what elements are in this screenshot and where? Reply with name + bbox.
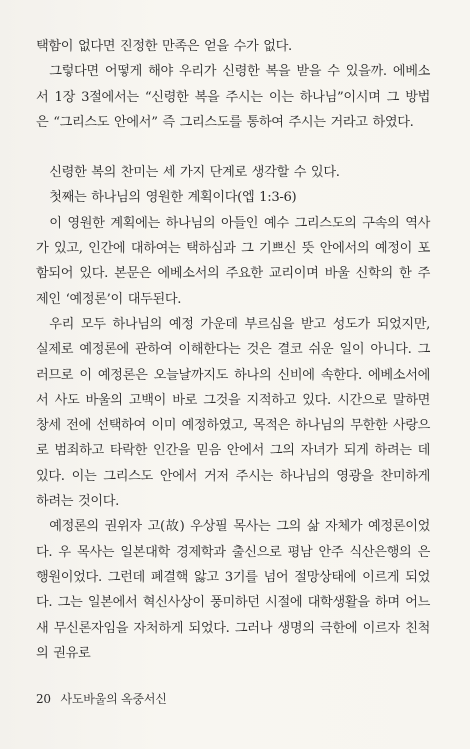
- running-title: 사도바울의 옥중서신: [60, 692, 167, 706]
- paragraph-continuation: 택함이 없다면 진정한 만족은 얻을 수가 없다.: [36, 39, 292, 54]
- page-footer: [36, 690, 167, 707]
- section-break: [36, 135, 430, 160]
- paragraph-pastor-story: 예정론의 권위자 고(故) 우상필 목사는 그의 삶 자체가 예정론이었다. 우 목사는 일본대학 경제학과 출신으로 평남 안주 식산은행의 은행원이었다. 그런데 폐결핵 앓고 3기를 넘어 절망상태에 이르게 되었다. 그는 일본에서 혁신사상이 풍미하던 시절에 대학생활을 하며 어느새 무신론자임을 자처하게 되었다. 그러나 생명의 극한에 이르자 친척의 권유로: [36, 519, 430, 661]
- paragraph-first-point: 첫째는 하나님의 영원한 계획이다(엡 1:3-6): [49, 190, 297, 206]
- page-number: 20: [36, 692, 51, 706]
- paragraph-three-steps: 신령한 복의 찬미는 세 가지 단계로 생각할 수 있다.: [49, 165, 340, 181]
- body-text: [36, 34, 430, 666]
- paragraph-predestination: 우리 모두 하나님의 예정 가운데 부르심을 받고 성도가 되었지만, 실제로 예정론에 관하여 이해한다는 것은 결코 쉬운 일이 아니다. 그러므로 이 예정론은 오늘날까지도 하나의 신비에 속한다. 에베소서에서 사도 바울의 고백이 바로 그것을 지적하고 있다. 시간으로 말하면 창세 전에 선택하여 이미 예정하였고, 목적은 하나님의 무한한 사랑으로 범죄하고 타락한 인간을 믿음 안에서 그의 자녀가 되게 하려는 데 있다. 이는 그리스도 안에서 거저 주시는 하나님의 영광을 찬미하게 하려는 것이다.: [36, 316, 430, 510]
- paragraph-blessing-method: 그렇다면 어떻게 해야 우리가 신령한 복을 받을 수 있을까. 에베소서 1장 3절에서는 “신령한 복을 주시는 이는 하나님”이시며 그 방법은 “그리스도 안에서” 즉 그리스도를 통하여 주시는 거라고 하였다.: [36, 64, 430, 130]
- paragraph-eternal-plan: 이 영원한 계획에는 하나님의 아들인 예수 그리스도의 구속의 역사가 있고, 인간에 대하여는 택하심과 그 기쁘신 뜻 안에서의 예정이 포함되어 있다. 본문은 에베소서의 주요한 교리이며 바울 신학의 한 주제인 ‘예정론’이 대두된다.: [36, 215, 430, 307]
